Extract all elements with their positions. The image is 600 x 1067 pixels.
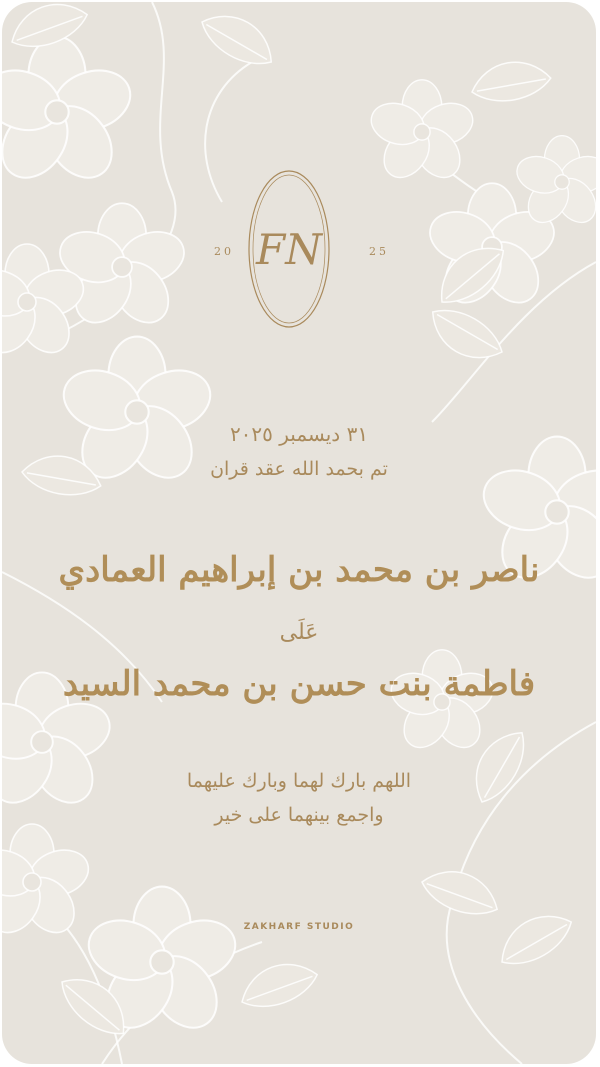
wedding-date: ٣١ ديسمبر ٢٠٢٥: [229, 422, 369, 446]
blessing-line-2: واجمع بينهما على خير: [214, 804, 384, 826]
year-right: 25: [369, 245, 389, 258]
ceremony-intro: تم بحمد الله عقد قران: [210, 458, 388, 480]
connector-text: عَلَى: [279, 620, 319, 645]
year-left: 20: [214, 245, 234, 258]
invitation-card: [2, 2, 596, 1064]
monogram-emblem: [246, 168, 332, 330]
groom-name: ناصر بن محمد بن إبراهيم العمادي: [58, 550, 540, 590]
bride-name: فاطمة بنت حسن بن محمد السيد: [62, 664, 536, 704]
floral-background: [2, 2, 596, 1064]
studio-credit: ZAKHARF STUDIO: [243, 922, 355, 932]
blessing-line-1: اللهم بارك لهما وبارك عليهما: [186, 770, 412, 792]
monogram-letters: FN: [256, 225, 322, 274]
